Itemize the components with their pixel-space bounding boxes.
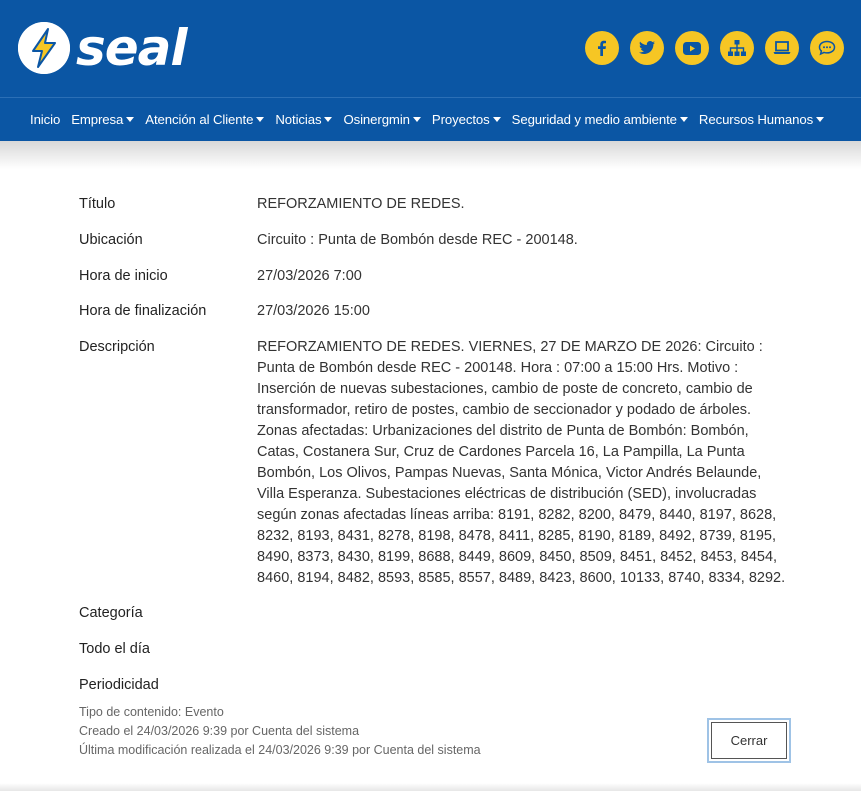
ubicacion-label: Ubicación	[79, 232, 143, 248]
brand-name: seal	[76, 19, 187, 77]
caret-down-icon	[324, 117, 332, 122]
sitemap-icon[interactable]	[720, 31, 754, 65]
seal-logo[interactable]	[18, 19, 187, 77]
close-button[interactable]	[707, 718, 791, 763]
lightning-icon	[18, 22, 70, 74]
content-type-info: Tipo de contenido: Evento	[79, 705, 224, 719]
hora-inicio-label: Hora de inicio	[79, 268, 168, 284]
nav-item-noticias[interactable]	[275, 112, 332, 127]
nav-label: Proyectos	[431, 112, 490, 127]
nav-label: Empresa	[71, 112, 124, 127]
titulo-label: Título	[79, 196, 116, 212]
main-navigation	[0, 97, 861, 141]
twitter-icon[interactable]	[630, 31, 664, 65]
caret-down-icon	[413, 117, 421, 122]
descripcion-value: REFORZAMIENTO DE REDES. VIERNES, 27 DE MARZO DE 2026: Circuito : Punta de Bombón desde REC - 200148. Hora : 07:00 a 15:00 Hrs. Motivo : Inserción de nuevas subestaciones, cambio de poste de concreto, cambio de transformador, retiro de postes, cambio de seccionador y podado de árboles. Zonas afectadas: Urbanizaciones del distrito de Punta de Bombón: Bombón, Catas, Costanera Sur, Cruz de Cardones Parcela 16, La Pampilla, La Punta Bombón, Los Olivos, Pampas Nuevas, Santa Mónica, Victor Andrés Belaunde, Villa Esperanza. Subestaciones eléctricas de distribución (SED), involucradas según zonas afectadas líneas arriba: 8191, 8282, 8200, 8479, 8440, 8197, 8628, 8232, 8193, 8431, 8278, 8198, 8478, 8411, 8285, 8190, 8189, 8492, 8739, 8195, 8490, 8373, 8430, 8199, 8688, 8449, 8609, 8450, 8509, 8451, 8452, 8453, 8454, 8460, 8194, 8482, 8593, 8585, 8557, 8489, 8423, 8600, 10133, 8740, 8334, 8292.	[257, 339, 786, 586]
social-links	[585, 31, 844, 65]
ubicacion-value: Circuito : Punta de Bombón desde REC - 200148.	[257, 232, 578, 248]
nav-item-empresa[interactable]	[71, 112, 134, 127]
caret-down-icon	[126, 117, 134, 122]
hora-fin-value: 27/03/2026 15:00	[257, 303, 370, 319]
facebook-icon[interactable]	[585, 31, 619, 65]
created-info: Creado el 24/03/2026 9:39 por Cuenta del sistema	[79, 724, 360, 738]
nav-item-recursos-humanos[interactable]	[699, 112, 824, 127]
site-header	[0, 0, 861, 97]
laptop-icon[interactable]	[765, 31, 799, 65]
nav-item-inicio[interactable]	[30, 112, 60, 127]
todo-el-dia-label: Todo el día	[79, 641, 150, 657]
titulo-value: REFORZAMIENTO DE REDES.	[257, 196, 465, 212]
nav-item-atencion-cliente[interactable]	[145, 112, 264, 127]
caret-down-icon	[816, 117, 824, 122]
footer-shadow	[0, 783, 861, 791]
hora-inicio-value: 27/03/2026 7:00	[257, 268, 362, 284]
nav-label: Atención al Cliente	[145, 112, 254, 127]
caret-down-icon	[256, 117, 264, 122]
close-button-label: Cerrar	[711, 722, 787, 759]
caret-down-icon	[493, 117, 501, 122]
nav-item-osinergmin[interactable]	[343, 112, 420, 127]
nav-item-seguridad[interactable]	[512, 112, 688, 127]
periodicidad-label: Periodicidad	[79, 677, 159, 693]
nav-label: Seguridad y medio ambiente	[511, 112, 677, 127]
modified-info: Última modificación realizada el 24/03/2026 9:39 por Cuenta del sistema	[79, 743, 481, 757]
nav-label: Noticias	[275, 112, 322, 127]
nav-label: Recursos Humanos	[698, 112, 814, 127]
nav-label: Osinergmin	[343, 112, 410, 127]
hora-fin-label: Hora de finalización	[79, 303, 207, 319]
caret-down-icon	[680, 117, 688, 122]
descripcion-label: Descripción	[79, 339, 155, 355]
youtube-icon[interactable]	[675, 31, 709, 65]
categoria-label: Categoría	[79, 605, 143, 621]
nav-item-proyectos[interactable]	[432, 112, 501, 127]
chat-icon[interactable]	[810, 31, 844, 65]
nav-label: Inicio	[30, 112, 61, 127]
header-shadow	[0, 141, 861, 169]
